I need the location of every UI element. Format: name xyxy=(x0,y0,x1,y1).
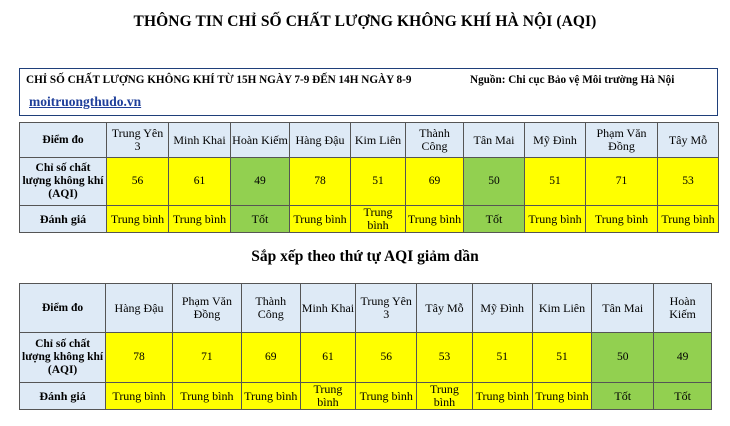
rating-cell: Trung bình xyxy=(356,383,417,410)
rating-cell: Tốt xyxy=(464,206,525,233)
rating-row-label: Đánh giá xyxy=(20,206,107,233)
rating-cell: Trung bình xyxy=(107,206,169,233)
rating-cell: Trung bình xyxy=(290,206,351,233)
rating-cell: Trung bình xyxy=(472,383,532,410)
aqi-value-cell: 78 xyxy=(106,333,173,383)
station-row-label: Điểm đo xyxy=(20,123,107,158)
rating-cell: Trung bình xyxy=(351,206,406,233)
station-name-cell: Mỹ Đình xyxy=(525,123,586,158)
station-name-cell: Minh Khai xyxy=(300,284,356,333)
station-name-cell: Trung Yên 3 xyxy=(356,284,417,333)
info-box xyxy=(19,68,718,116)
aqi-row xyxy=(20,158,719,206)
station-name-cell: Tây Mỗ xyxy=(658,123,719,158)
rating-cell: Trung bình xyxy=(300,383,356,410)
aqi-value-cell: 78 xyxy=(290,158,351,206)
source-text: Nguồn: Chi cục Bảo vệ Môi trường Hà Nội xyxy=(470,74,675,86)
station-name-cell: Phạm Văn Đồng xyxy=(172,284,241,333)
rating-cell: Tốt xyxy=(592,383,654,410)
rating-cell: Trung bình xyxy=(241,383,300,410)
rating-row xyxy=(20,206,719,233)
station-row xyxy=(20,284,712,333)
rating-cell: Trung bình xyxy=(532,383,592,410)
aqi-value-cell: 61 xyxy=(169,158,231,206)
rating-cell: Trung bình xyxy=(658,206,719,233)
aqi-value-cell: 51 xyxy=(525,158,586,206)
aqi-value-cell: 51 xyxy=(472,333,532,383)
aqi-value-cell: 51 xyxy=(351,158,406,206)
aqi-value-cell: 56 xyxy=(107,158,169,206)
aqi-sorted-table xyxy=(19,283,712,410)
station-name-cell: Kim Liên xyxy=(351,123,406,158)
sorted-subtitle: Sắp xếp theo thứ tự AQI giảm dần xyxy=(251,248,479,265)
station-name-cell: Trung Yên 3 xyxy=(107,123,169,158)
station-name-cell: Thành Công xyxy=(406,123,464,158)
aqi-value-cell: 69 xyxy=(241,333,300,383)
rating-cell: Trung bình xyxy=(169,206,231,233)
rating-cell: Trung bình xyxy=(525,206,586,233)
rating-cell: Trung bình xyxy=(417,383,473,410)
station-name-cell: Mỹ Đình xyxy=(472,284,532,333)
aqi-value-cell: 53 xyxy=(658,158,719,206)
page-title: THÔNG TIN CHỈ SỐ CHẤT LƯỢNG KHÔNG KHÍ HÀ NỘI (AQI) xyxy=(133,13,597,30)
station-name-cell: Thành Công xyxy=(241,284,300,333)
aqi-value-cell: 50 xyxy=(592,333,654,383)
aqi-value-cell: 53 xyxy=(417,333,473,383)
period-text: CHỈ SỐ CHẤT LƯỢNG KHÔNG KHÍ TỪ 15H NGÀY 7-9 ĐẾN 14H NGÀY 8-9 xyxy=(26,74,412,86)
rating-cell: Tốt xyxy=(231,206,290,233)
aqi-row xyxy=(20,333,712,383)
rating-cell: Trung bình xyxy=(106,383,173,410)
aqi-value-cell: 50 xyxy=(464,158,525,206)
station-row xyxy=(20,123,719,158)
aqi-row-label: Chỉ số chất lượng không khí (AQI) xyxy=(20,333,106,383)
station-name-cell: Phạm Văn Đồng xyxy=(586,123,658,158)
station-name-cell: Kim Liên xyxy=(532,284,592,333)
aqi-value-cell: 49 xyxy=(654,333,712,383)
aqi-value-cell: 71 xyxy=(586,158,658,206)
station-name-cell: Tân Mai xyxy=(592,284,654,333)
website-link[interactable]: moitruongthudo.vn xyxy=(29,94,142,109)
aqi-table xyxy=(19,122,719,233)
rating-row xyxy=(20,383,712,410)
rating-row-label: Đánh giá xyxy=(20,383,106,410)
aqi-row-label: Chỉ số chất lượng không khí (AQI) xyxy=(20,158,107,206)
aqi-value-cell: 49 xyxy=(231,158,290,206)
station-name-cell: Minh Khai xyxy=(169,123,231,158)
rating-cell: Trung bình xyxy=(172,383,241,410)
station-name-cell: Tân Mai xyxy=(464,123,525,158)
aqi-value-cell: 71 xyxy=(172,333,241,383)
rating-cell: Trung bình xyxy=(406,206,464,233)
station-name-cell: Hoàn Kiếm xyxy=(654,284,712,333)
rating-cell: Tốt xyxy=(654,383,712,410)
aqi-value-cell: 69 xyxy=(406,158,464,206)
station-row-label: Điểm đo xyxy=(20,284,106,333)
station-name-cell: Hàng Đậu xyxy=(106,284,173,333)
rating-cell: Trung bình xyxy=(586,206,658,233)
aqi-value-cell: 51 xyxy=(532,333,592,383)
aqi-value-cell: 56 xyxy=(356,333,417,383)
station-name-cell: Tây Mỗ xyxy=(417,284,473,333)
station-name-cell: Hoàn Kiếm xyxy=(231,123,290,158)
station-name-cell: Hàng Đậu xyxy=(290,123,351,158)
aqi-value-cell: 61 xyxy=(300,333,356,383)
